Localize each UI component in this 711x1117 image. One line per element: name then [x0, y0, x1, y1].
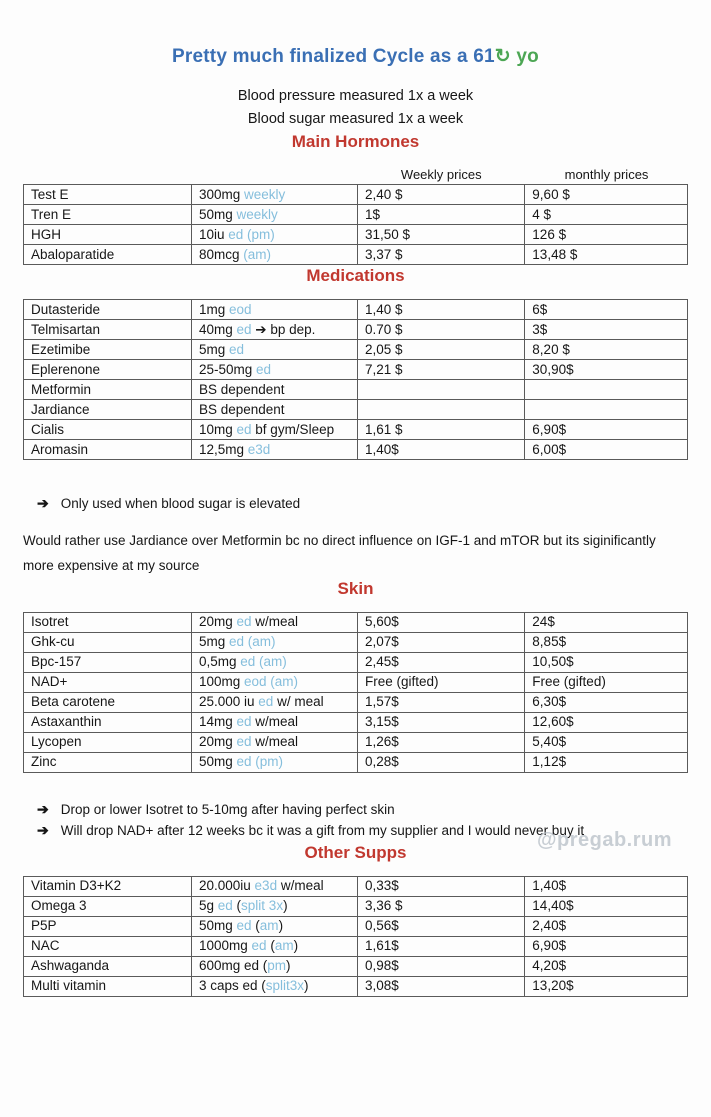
- schedule-token: eod: [229, 301, 252, 317]
- dose-text: 50mg: [198, 754, 237, 769]
- dose-text: BS dependent: [198, 381, 285, 397]
- dose-schedule-cell: [191, 936, 357, 956]
- page-title-green-part-with-rotate-icon: ↻ yo: [494, 46, 539, 67]
- section-heading-medications: Medications: [306, 266, 405, 285]
- dose-text: w/meal: [251, 614, 299, 629]
- schedule-token: split 3x: [241, 898, 284, 913]
- dose-schedule-cell: [191, 440, 357, 460]
- schedule-token: e3d: [247, 441, 271, 457]
- dose-text: 12,5mg: [198, 441, 248, 457]
- compound-name-cell: Multi vitamin: [24, 976, 192, 996]
- table-row: [24, 936, 688, 956]
- dose-schedule-cell: [191, 245, 357, 265]
- subtitle-blood-sugar: Blood sugar measured 1x a week: [247, 111, 464, 127]
- dose-text: ): [278, 918, 284, 933]
- table-row: [24, 692, 688, 712]
- monthly-price-cell: 30,90$: [525, 360, 688, 380]
- table-row: [24, 956, 688, 976]
- table-row: [24, 632, 688, 652]
- dose-text: 3 caps ed (: [198, 978, 266, 993]
- monthly-price-cell: [525, 380, 688, 400]
- schedule-token: ed: [251, 938, 267, 953]
- schedule-token: ed: [236, 714, 252, 729]
- note-drop-nad: [23, 820, 688, 842]
- monthly-price-cell: 4,20$: [525, 956, 688, 976]
- compound-name-cell: Beta carotene: [24, 692, 192, 712]
- dose-schedule-cell: [191, 380, 357, 400]
- schedule-token: ed: [236, 321, 252, 337]
- dose-schedule-cell: [191, 612, 357, 632]
- section-heading-other-supps: Other Supps: [304, 842, 407, 862]
- arrow-bullet-icon: ➔: [37, 495, 49, 511]
- dose-text: 5mg: [198, 341, 229, 357]
- compound-name-cell: Zinc: [24, 752, 192, 772]
- table-row: [24, 712, 688, 732]
- table-row: [24, 185, 688, 205]
- monthly-price-cell: Free (gifted): [525, 672, 688, 692]
- dose-text: 10iu: [198, 226, 229, 242]
- note-text: Will drop NAD+ after 12 weeks bc it was a gift from my supplier and I would never buy it: [60, 823, 585, 838]
- dose-text: 1000mg: [198, 938, 252, 953]
- dose-text: 25.000 iu: [198, 694, 259, 709]
- dose-text: 20mg: [198, 734, 237, 749]
- schedule-token: e3d: [254, 878, 278, 893]
- compound-name-cell: Jardiance: [24, 400, 192, 420]
- weekly-price-cell: 1,40$: [357, 440, 524, 460]
- dose-schedule-cell: [191, 185, 357, 205]
- schedule-token: ed: [236, 614, 252, 629]
- monthly-price-cell: 6$: [525, 300, 688, 320]
- table-row: [24, 440, 688, 460]
- monthly-price-cell: 12,60$: [525, 712, 688, 732]
- compound-name-cell: Bpc-157: [24, 652, 192, 672]
- table-row: [24, 876, 688, 896]
- table-row: [24, 225, 688, 245]
- dose-text: (: [251, 918, 260, 933]
- dose-text: 300mg: [198, 186, 245, 202]
- compound-name-cell: Vitamin D3+K2: [24, 876, 192, 896]
- dose-schedule-cell: [191, 692, 357, 712]
- dose-schedule-cell: [191, 976, 357, 996]
- schedule-token: ed: [256, 361, 272, 377]
- weekly-price-cell: 0,28$: [357, 752, 524, 772]
- dose-text: 14mg: [198, 714, 237, 729]
- table-row: [24, 976, 688, 996]
- weekly-price-cell: 0,56$: [357, 916, 524, 936]
- arrow-bullet-icon: ➔: [37, 822, 49, 838]
- weekly-price-cell: 1,26$: [357, 732, 524, 752]
- table-row: [24, 752, 688, 772]
- compound-name-cell: Aromasin: [24, 440, 192, 460]
- dose-schedule-cell: [191, 652, 357, 672]
- medications-table: [23, 299, 688, 460]
- dose-schedule-cell: [191, 752, 357, 772]
- compound-name-cell: HGH: [24, 225, 192, 245]
- weekly-price-cell: 31,50 $: [357, 225, 524, 245]
- dose-schedule-cell: [191, 340, 357, 360]
- watermark-text: @pregab.rum: [537, 829, 673, 851]
- schedule-token: ed: [229, 341, 245, 357]
- weekly-price-cell: 7,21 $: [357, 360, 524, 380]
- weekly-price-cell: 3,15$: [357, 712, 524, 732]
- dose-text: 20.000iu: [198, 878, 255, 893]
- compound-name-cell: Tren E: [24, 205, 192, 225]
- table-row: [24, 732, 688, 752]
- schedule-token: am: [274, 938, 294, 953]
- monthly-price-cell: 6,30$: [525, 692, 688, 712]
- dose-text: 80mcg: [198, 246, 244, 262]
- arrow-bullet-icon: ➔: [37, 800, 49, 817]
- dose-text: ): [293, 938, 299, 953]
- compound-name-cell: Abaloparatide: [24, 245, 192, 265]
- monthly-price-cell: [525, 400, 688, 420]
- table-row: [24, 400, 688, 420]
- schedule-token: ed (am): [240, 654, 287, 669]
- monthly-price-cell: 126 $: [525, 225, 688, 245]
- dose-schedule-cell: [191, 205, 357, 225]
- compound-name-cell: Omega 3: [24, 896, 192, 916]
- dose-schedule-cell: [191, 672, 357, 692]
- monthly-price-cell: 13,20$: [525, 976, 688, 996]
- dose-text: ): [286, 958, 291, 973]
- monthly-price-cell: 1,40$: [525, 876, 688, 896]
- dose-text: bf gym/Sleep: [251, 421, 335, 437]
- weekly-price-cell: 0.70 $: [357, 320, 524, 340]
- compound-name-cell: Isotret: [24, 612, 192, 632]
- compound-name-cell: Eplerenone: [24, 360, 192, 380]
- table-row: [24, 612, 688, 632]
- weekly-price-cell: 0,33$: [357, 876, 524, 896]
- weekly-price-cell: 2,05 $: [357, 340, 524, 360]
- table-row: [24, 916, 688, 936]
- dose-text: 40mg: [198, 321, 237, 337]
- section-heading-main-hormones: Main Hormones: [291, 132, 420, 151]
- table-row: [24, 652, 688, 672]
- note-text: Drop or lower Isotret to 5-10mg after having perfect skin: [60, 801, 395, 817]
- dose-schedule-cell: [191, 360, 357, 380]
- dose-text: 0,5mg: [198, 654, 241, 669]
- dose-text: w/meal: [277, 878, 324, 893]
- subtitle-blood-pressure: Blood pressure measured 1x a week: [237, 88, 474, 104]
- dose-text: ➔ bp dep.: [251, 321, 316, 337]
- schedule-token: ed: [217, 898, 233, 913]
- monthly-price-cell: 6,00$: [525, 440, 688, 460]
- weekly-price-cell: Free (gifted): [357, 672, 524, 692]
- table-row: [24, 300, 688, 320]
- dose-schedule-cell: [191, 632, 357, 652]
- table-row: [24, 380, 688, 400]
- schedule-token: eod (am): [244, 674, 299, 689]
- schedule-token: ed: [258, 694, 274, 709]
- table-row: [24, 896, 688, 916]
- weekly-price-cell: 1,57$: [357, 692, 524, 712]
- monthly-price-cell: 5,40$: [525, 732, 688, 752]
- weekly-price-cell: 1$: [357, 205, 524, 225]
- weekly-price-cell: 3,08$: [357, 976, 524, 996]
- monthly-price-cell: 24$: [525, 612, 688, 632]
- price-column-headers: [23, 166, 688, 183]
- dose-text: ): [304, 978, 309, 993]
- dose-schedule-cell: [191, 876, 357, 896]
- monthly-price-cell: 6,90$: [525, 936, 688, 956]
- monthly-price-cell: 9,60 $: [525, 185, 688, 205]
- compound-name-cell: Test E: [24, 185, 192, 205]
- price-header-spacer: [23, 166, 357, 183]
- weekly-price-cell: 2,40 $: [357, 185, 524, 205]
- table-row: [24, 360, 688, 380]
- compound-name-cell: Astaxanthin: [24, 712, 192, 732]
- weekly-price-cell: 2,07$: [357, 632, 524, 652]
- monthly-price-cell: 3$: [525, 320, 688, 340]
- page-title: [23, 45, 688, 68]
- table-row: [24, 205, 688, 225]
- dose-text: w/ meal: [273, 694, 324, 709]
- dose-text: (: [266, 938, 275, 953]
- monthly-price-cell: 10,50$: [525, 652, 688, 672]
- skin-table: [23, 612, 688, 773]
- schedule-token: am: [259, 918, 279, 933]
- table-row: [24, 672, 688, 692]
- weekly-price-cell: 2,45$: [357, 652, 524, 672]
- weekly-price-cell: 3,37 $: [357, 245, 524, 265]
- weekly-price-cell: 1,40 $: [357, 300, 524, 320]
- weekly-price-cell: 1,61$: [357, 936, 524, 956]
- compound-name-cell: Telmisartan: [24, 320, 192, 340]
- dose-schedule-cell: [191, 732, 357, 752]
- monthly-price-cell: 14,40$: [525, 896, 688, 916]
- compound-name-cell: NAD+: [24, 672, 192, 692]
- weekly-price-cell: 3,36 $: [357, 896, 524, 916]
- monthly-price-cell: 8,20 $: [525, 340, 688, 360]
- table-row: [24, 245, 688, 265]
- weekly-price-cell: [357, 400, 524, 420]
- schedule-token: ed: [236, 918, 252, 933]
- weekly-prices-header: Weekly prices: [400, 167, 482, 182]
- compound-name-cell: Ghk-cu: [24, 632, 192, 652]
- weekly-price-cell: [357, 380, 524, 400]
- compound-name-cell: Dutasteride: [24, 300, 192, 320]
- dose-text: 600mg ed (: [198, 958, 268, 973]
- dose-schedule-cell: [191, 225, 357, 245]
- schedule-token: split3x: [265, 978, 305, 993]
- dose-text: ): [283, 898, 288, 913]
- dose-text: (: [232, 898, 242, 913]
- schedule-token: pm: [267, 958, 287, 973]
- compound-name-cell: Ashwaganda: [24, 956, 192, 976]
- table-row: [24, 340, 688, 360]
- jardiance-metformin-paragraph: Would rather use Jardiance over Metformin bc no direct influence on IGF-1 and mTOR but its siginificantly more expensive at my source: [23, 532, 656, 573]
- weekly-price-cell: 1,61 $: [357, 420, 524, 440]
- monthly-price-cell: 8,85$: [525, 632, 688, 652]
- monthly-price-cell: 6,90$: [525, 420, 688, 440]
- section-heading-skin: Skin: [337, 578, 374, 598]
- other-supps-table: [23, 876, 688, 997]
- compound-name-cell: Lycopen: [24, 732, 192, 752]
- monthly-price-cell: 13,48 $: [525, 245, 688, 265]
- schedule-token: ed (am): [229, 634, 276, 649]
- dose-text: 5mg: [198, 634, 229, 649]
- schedule-token: weekly: [244, 186, 286, 202]
- schedule-token: (am): [243, 246, 272, 262]
- monthly-price-cell: 4 $: [525, 205, 688, 225]
- dose-text: 25-50mg: [198, 361, 257, 377]
- compound-name-cell: Metformin: [24, 380, 192, 400]
- page-title-blue-part: Pretty much finalized Cycle as a 61: [172, 46, 495, 67]
- dose-schedule-cell: [191, 712, 357, 732]
- note-drop-isotret: [23, 799, 688, 821]
- dose-text: 50mg: [198, 206, 237, 222]
- schedule-token: ed: [236, 734, 252, 749]
- table-row: [24, 320, 688, 340]
- dose-schedule-cell: [191, 400, 357, 420]
- dose-schedule-cell: [191, 896, 357, 916]
- note-blood-sugar-elevated: [23, 493, 688, 515]
- dose-text: 50mg: [198, 918, 237, 933]
- dose-schedule-cell: [191, 320, 357, 340]
- dose-text: w/meal: [251, 734, 299, 749]
- schedule-token: ed (pm): [228, 226, 275, 242]
- compound-name-cell: Ezetimibe: [24, 340, 192, 360]
- schedule-token: ed: [236, 421, 252, 437]
- monthly-price-cell: 2,40$: [525, 916, 688, 936]
- dose-schedule-cell: [191, 956, 357, 976]
- note-text: Only used when blood sugar is elevated: [60, 496, 301, 511]
- schedule-token: ed (pm): [236, 754, 284, 769]
- compound-name-cell: NAC: [24, 936, 192, 956]
- monthly-price-cell: 1,12$: [525, 752, 688, 772]
- weekly-price-cell: 5,60$: [357, 612, 524, 632]
- dose-text: 10mg: [198, 421, 237, 437]
- compound-name-cell: Cialis: [24, 420, 192, 440]
- table-row: [24, 420, 688, 440]
- dose-schedule-cell: [191, 300, 357, 320]
- dose-text: 1mg: [198, 301, 229, 317]
- schedule-token: weekly: [236, 206, 278, 222]
- weekly-price-cell: 0,98$: [357, 956, 524, 976]
- dose-text: 20mg: [198, 614, 237, 629]
- monthly-prices-header: monthly prices: [564, 167, 649, 182]
- dose-schedule-cell: [191, 916, 357, 936]
- compound-name-cell: P5P: [24, 916, 192, 936]
- dose-text: w/meal: [251, 714, 299, 729]
- main-hormones-table: [23, 184, 688, 265]
- dose-schedule-cell: [191, 420, 357, 440]
- dose-text: BS dependent: [198, 401, 285, 417]
- dose-text: 5g: [198, 898, 218, 913]
- dose-text: 100mg: [198, 674, 245, 689]
